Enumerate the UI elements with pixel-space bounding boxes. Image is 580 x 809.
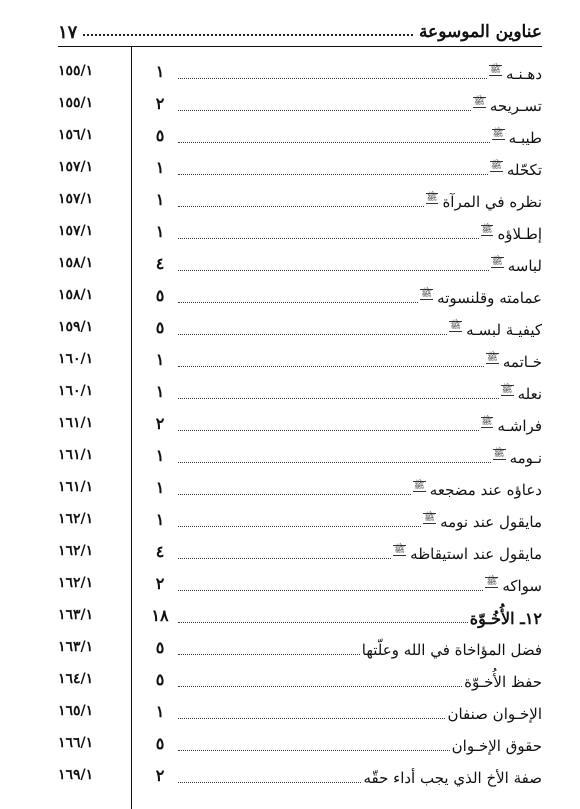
toc-entry: [176, 349, 542, 375]
toc-entry: [176, 413, 542, 439]
toc-count: ١: [155, 446, 165, 465]
honorific-glyph: ﷺ: [486, 576, 498, 587]
toc-reference: ١٦١/١: [58, 479, 94, 495]
toc-entry-label: عمامته وقلنسوته: [437, 289, 542, 307]
toc-entry-label: طيبـه: [508, 129, 542, 147]
toc-count: ٥: [155, 638, 165, 657]
toc-count: ١: [155, 158, 165, 177]
toc-row: [0, 57, 580, 89]
toc-entry-label: دهـنـه: [506, 65, 542, 83]
dot-leader: [178, 526, 421, 527]
toc-row: [0, 249, 580, 281]
toc-count: ١: [155, 702, 165, 721]
toc-count: ٥: [155, 286, 165, 305]
toc-entry-label: مايقول عند استيقاظه: [410, 545, 542, 563]
toc-entry-label: مايقول عند نومه: [440, 513, 542, 531]
toc-count: ١: [155, 350, 165, 369]
honorific-glyph: ﷺ: [426, 192, 438, 203]
toc-reference: ١٥٧/١: [58, 223, 94, 239]
toc-entry: [176, 541, 542, 567]
dot-leader: [178, 238, 479, 239]
toc-entry: [176, 381, 542, 407]
toc-reference: ١٦٥/١: [58, 703, 94, 719]
toc-entry: [176, 125, 542, 151]
toc-entry: [176, 509, 542, 535]
toc-row: [0, 729, 580, 761]
toc-entry: [176, 637, 542, 663]
dot-leader: [178, 174, 488, 175]
header-page-number: ١٧: [58, 21, 78, 43]
running-header: [58, 18, 542, 46]
toc-count: ١: [155, 222, 165, 241]
toc-reference: ١٥٨/١: [58, 255, 94, 271]
toc-row: [0, 697, 580, 729]
toc-entry: [176, 189, 542, 215]
toc-count: ٢: [155, 574, 165, 593]
toc-entry-label: تسـريحه: [489, 97, 542, 115]
toc-row: [0, 153, 580, 185]
toc-count: ١: [155, 478, 165, 497]
toc-entry: [176, 221, 542, 247]
toc-reference: ١٥٨/١: [58, 287, 94, 303]
toc-reference: ١٦٠/١: [58, 383, 94, 399]
toc-row: [0, 89, 580, 121]
dot-leader: [178, 398, 499, 399]
toc-row: [0, 441, 580, 473]
toc-row: [0, 345, 580, 377]
toc-row: [0, 633, 580, 665]
header-leader: [83, 34, 413, 36]
toc-entry: [176, 445, 542, 471]
toc-count: ٥: [155, 318, 165, 337]
toc-row: [0, 313, 580, 345]
dot-leader: [178, 654, 360, 655]
toc-count: ٢: [155, 414, 165, 433]
toc-row: [0, 761, 580, 793]
toc-entry: [176, 765, 542, 791]
toc-reference: ١٦١/١: [58, 415, 94, 431]
toc-reference: ١٦١/١: [58, 447, 94, 463]
toc-count: ٥: [155, 126, 165, 145]
toc-entry-label: تكحّله: [506, 161, 542, 179]
dot-leader: [178, 782, 361, 783]
toc-count: ٢: [155, 94, 165, 113]
toc-count: ١: [155, 190, 165, 209]
dot-leader: [178, 302, 418, 303]
toc-entry-label: فضل المؤاخاة في الله وعلّتها: [361, 641, 542, 659]
toc-reference: ١٥٧/١: [58, 159, 94, 175]
toc-reference: ١٥٦/١: [58, 127, 94, 143]
toc-entry: [176, 157, 542, 183]
toc-entry-label: دعاؤه عند مضجعه: [429, 481, 542, 499]
toc-row: [0, 281, 580, 313]
honorific-glyph: ﷺ: [481, 416, 493, 427]
dot-leader: [178, 494, 411, 495]
toc-count: ٥: [155, 734, 165, 753]
dot-leader: [178, 590, 483, 591]
toc-entry-label: كيفيـة لبسـه: [466, 321, 542, 339]
toc-reference: ١٦٢/١: [58, 543, 94, 559]
dot-leader: [178, 78, 487, 79]
toc-reference: ١٦٠/١: [58, 351, 94, 367]
toc-entry: [176, 573, 542, 599]
toc-reference: ١٥٧/١: [58, 191, 94, 207]
toc-count: ١: [155, 382, 165, 401]
toc-reference: ١٦٦/١: [58, 735, 94, 751]
honorific-glyph: ﷺ: [450, 320, 462, 331]
toc-row: [0, 121, 580, 153]
toc-row: [0, 217, 580, 249]
toc-row: [0, 569, 580, 601]
toc-entry-label: صفة الأخ الذي يجب أداء حقّه: [363, 769, 542, 787]
honorific-glyph: ﷺ: [490, 64, 502, 75]
dot-leader: [178, 558, 391, 559]
honorific-glyph: ﷺ: [413, 480, 425, 491]
toc-reference: ١٦٢/١: [58, 575, 94, 591]
toc-reference: ١٦٣/١: [58, 639, 94, 655]
dot-leader: [178, 718, 445, 719]
honorific-glyph: ﷺ: [473, 96, 485, 107]
honorific-glyph: ﷺ: [394, 544, 406, 555]
dot-leader: [178, 142, 490, 143]
honorific-glyph: ﷺ: [490, 160, 502, 171]
toc-row: [0, 473, 580, 505]
toc-entry-label: نظره في المرآة: [442, 193, 542, 211]
toc-reference: ١٦٩/١: [58, 767, 94, 783]
dot-leader: [178, 686, 462, 687]
dot-leader: [178, 430, 479, 431]
toc-entry: [176, 61, 542, 87]
honorific-glyph: ﷺ: [501, 384, 513, 395]
toc-entry: [176, 317, 542, 343]
toc-count: ٢: [155, 766, 165, 785]
toc-entry: [176, 733, 542, 759]
toc-entry-label: ١٢ـ الأُخُـوّة: [469, 608, 542, 628]
dot-leader: [178, 110, 471, 111]
honorific-glyph: ﷺ: [492, 128, 504, 139]
dot-leader: [178, 750, 450, 751]
toc-count: ٥: [155, 670, 165, 689]
toc-reference: ١٦٢/١: [58, 511, 94, 527]
toc-row: [0, 185, 580, 217]
toc-count: ١٨: [151, 606, 169, 625]
toc-entry-label: فراشـه: [497, 417, 542, 435]
toc-entry: [176, 477, 542, 503]
toc-count: ٤: [155, 254, 165, 273]
honorific-glyph: ﷺ: [486, 352, 498, 363]
toc-row: [0, 409, 580, 441]
toc-entry: [176, 285, 542, 311]
honorific-glyph: ﷺ: [424, 512, 436, 523]
toc-entry-label: حقوق الإخـوان: [451, 737, 542, 755]
toc-row: [0, 377, 580, 409]
header-title: عناوين الموسوعة: [418, 22, 542, 42]
dot-leader: [178, 622, 468, 623]
toc-entry-label: الإخـوان صنفان: [447, 705, 542, 723]
dot-leader: [178, 206, 424, 207]
dot-leader: [178, 366, 484, 367]
toc-entry-label: سواكه: [502, 577, 542, 595]
toc-entry-label: خـاتمه: [502, 353, 542, 371]
toc-entry: [176, 701, 542, 727]
toc-entry-label: حفظ الأُخـوّة: [464, 673, 542, 691]
honorific-glyph: ﷺ: [421, 288, 433, 299]
dot-leader: [178, 334, 447, 335]
toc-entry: [176, 669, 542, 695]
toc-row: [0, 601, 580, 633]
toc-row: [0, 505, 580, 537]
toc-entry: [176, 605, 542, 631]
honorific-glyph: ﷺ: [491, 256, 503, 267]
toc-entry-label: نـومه: [509, 449, 542, 467]
dot-leader: [178, 462, 491, 463]
toc-list: [0, 57, 580, 793]
dot-leader: [178, 270, 489, 271]
toc-row: [0, 537, 580, 569]
toc-entry: [176, 253, 542, 279]
toc-reference: ١٥٥/١: [58, 95, 94, 111]
honorific-glyph: ﷺ: [493, 448, 505, 459]
toc-count: ١: [155, 62, 165, 81]
toc-count: ٤: [155, 542, 165, 561]
toc-count: ١: [155, 510, 165, 529]
toc-reference: ١٥٥/١: [58, 63, 94, 79]
toc-reference: ١٥٩/١: [58, 319, 94, 335]
honorific-glyph: ﷺ: [481, 224, 493, 235]
toc-row: [0, 665, 580, 697]
toc-reference: ١٦٣/١: [58, 607, 94, 623]
toc-entry-label: إطـلاؤه: [497, 225, 542, 243]
toc-entry-label: نعله: [517, 385, 542, 403]
toc-entry: [176, 93, 542, 119]
toc-entry-label: لباسه: [507, 257, 542, 275]
toc-reference: ١٦٤/١: [58, 671, 94, 687]
